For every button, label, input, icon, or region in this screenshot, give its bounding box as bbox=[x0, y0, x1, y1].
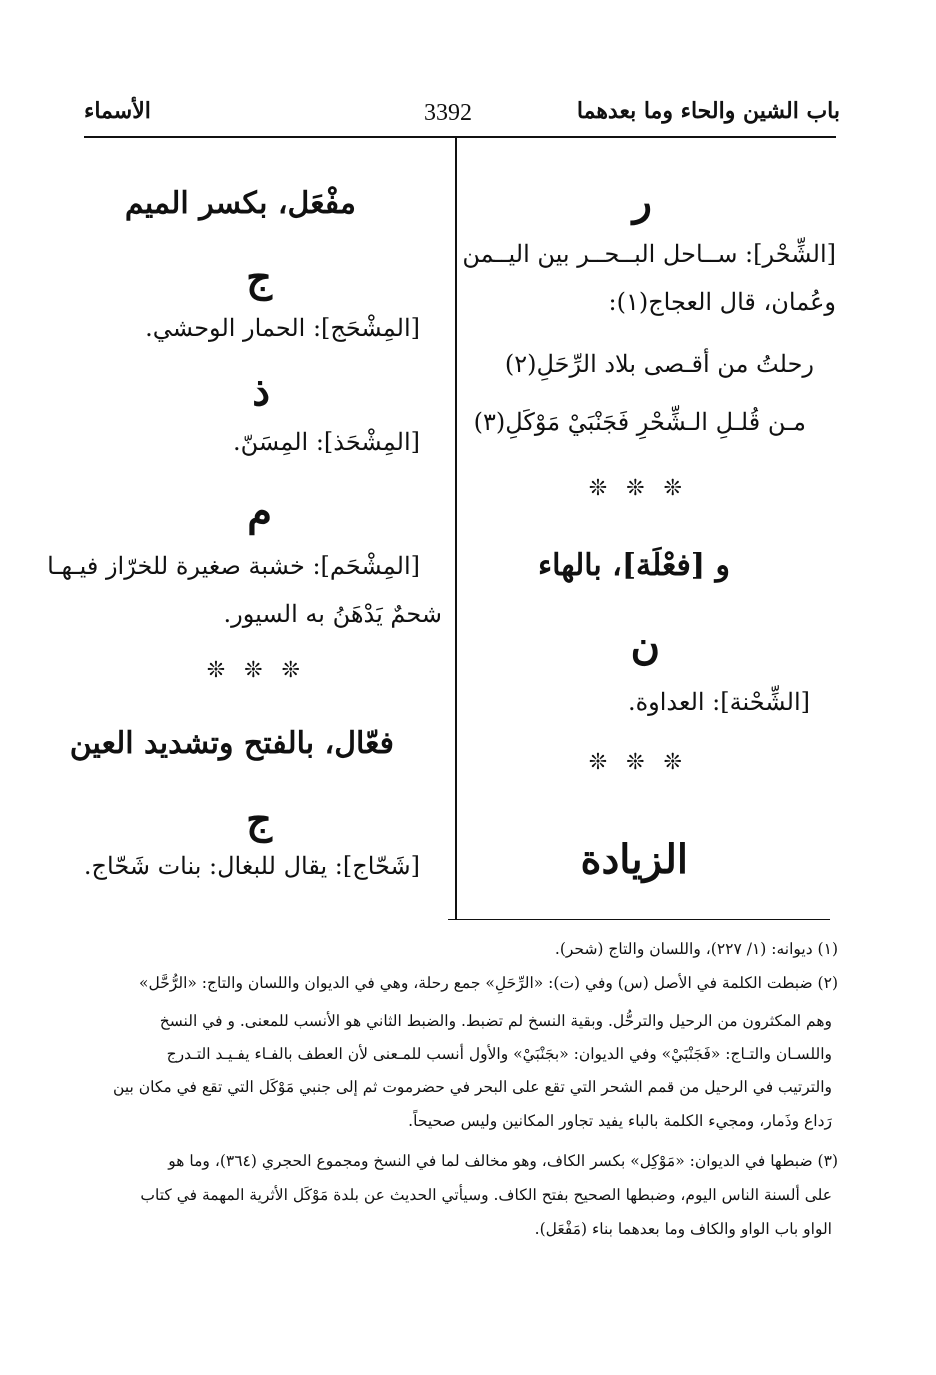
section-separator-stars: ❊ ❊ ❊ bbox=[588, 750, 688, 775]
section-letter-n: ن bbox=[630, 622, 660, 669]
page-number: 3392 bbox=[424, 100, 472, 126]
footnote-2-line-2: وهم المكثرون من الرحيل والترحُّل. وبقية النسخ لم تضبط. والضبط الثاني هو الأنسب للمعنى. و في النسخ bbox=[159, 1012, 832, 1030]
entry-shihr-line-2: وعُمان، قال العجاج(١): bbox=[608, 288, 836, 316]
section-letter-m: م bbox=[247, 488, 272, 535]
entry-mishham-line-2: شحمٌ يَدْهَنُ به السيور. bbox=[223, 600, 442, 628]
footnote-rule bbox=[448, 919, 830, 920]
footnote-3-line-3: الواو باب الواو والكاف وما بعدهما بناء (مَفْعَل). bbox=[534, 1220, 832, 1238]
entry-shahhaj: [شَحّاج]: يقال للبغال: بنات شَحّاج. bbox=[83, 852, 420, 880]
entry-shihna: [الشِّحْنة]: العداوة. bbox=[627, 688, 810, 716]
section-letter-dh: ذ bbox=[252, 368, 270, 415]
running-header-chapter: باب الشين والحاء وما بعدهما bbox=[576, 98, 840, 124]
section-letter-r: ر bbox=[632, 178, 652, 225]
entry-shihr-line-1: [الشِّحْر]: ســاحل البــحــر بين اليــمن bbox=[462, 240, 836, 268]
footnote-3-line-2: على ألسنة الناس اليوم، وضبطها الصحيح بفتح الكاف. وسيأتي الحديث عن بلدة مَوْكَل الأثرية المهمة في كتاب bbox=[140, 1186, 832, 1204]
verse-line-2: مـن قُلـلِ الـشِّحْرِ فَجَنْبَيْ مَوْكَلِ(٣) bbox=[473, 408, 806, 436]
footnote-2-line-5: رَداع وذَمار، ومجيء الكلمة بالباء يفيد تجاور المكانين وليس صحيحاً. bbox=[408, 1112, 832, 1130]
footnote-2-line-4: والترتيب في الرحيل من قمم الشحر التي تقع على البحر في حضرموت ثم إلى جنبي مَوْكَل التي تقع في مكان بين bbox=[113, 1078, 832, 1096]
entry-mishhaj: [المِشْحَج]: الحمار الوحشي. bbox=[145, 314, 420, 342]
heading-ziyada: الزيادة bbox=[580, 836, 688, 883]
entry-mishham-line-1: [المِشْحَم]: خشبة صغيرة للخرّاز فيـهـا bbox=[47, 552, 420, 580]
column-divider bbox=[455, 137, 457, 920]
heading-fala: و [فعْلَة]، بالهاء bbox=[538, 548, 730, 583]
footnote-1: (١) ديوانه: (١/ ٢٢٧)، واللسان والتاج (شحر). bbox=[554, 940, 838, 958]
section-separator-stars: ❊ ❊ ❊ bbox=[588, 476, 688, 501]
entry-mishhadh: [المِشْحَذ]: المِسَنّ. bbox=[233, 428, 420, 456]
section-letter-j: ج bbox=[246, 796, 272, 843]
heading-mifal: مفْعَل، بكسر الميم bbox=[124, 186, 356, 221]
footnote-2-line-3: واللسـان والتـاج: «فَجَنْبَيْ» وفي الديوان: «بجَنْبَيْ» والأول أنسب للمـعنى لأن العطف بالفـاء يفـيـد التـدرج bbox=[166, 1045, 832, 1063]
section-letter-j: ج bbox=[246, 254, 272, 301]
header-rule bbox=[84, 136, 836, 138]
footnote-3-line-1: (٣) ضبطها في الديوان: «مَوْكِل» بكسر الكاف، وهو مخالف لما في النسخ ومجموع الحجري (٣٦٤)، وما هو bbox=[168, 1152, 838, 1170]
verse-line-1: رحلتُ من أقـصى بلاد الرِّحَلِ(٢) bbox=[504, 350, 814, 378]
running-header-section: الأسماء bbox=[84, 98, 151, 124]
heading-faal: فعّال، بالفتح وتشديد العين bbox=[69, 726, 394, 761]
section-separator-stars: ❊ ❊ ❊ bbox=[206, 658, 306, 683]
footnote-2-line-1: (٢) ضبطت الكلمة في الأصل (س) وفي (ت): «الرِّحَلِ» جمع رحلة، وهي في الديوان واللسان والتاج: «الرُّحَّل» bbox=[139, 974, 838, 992]
